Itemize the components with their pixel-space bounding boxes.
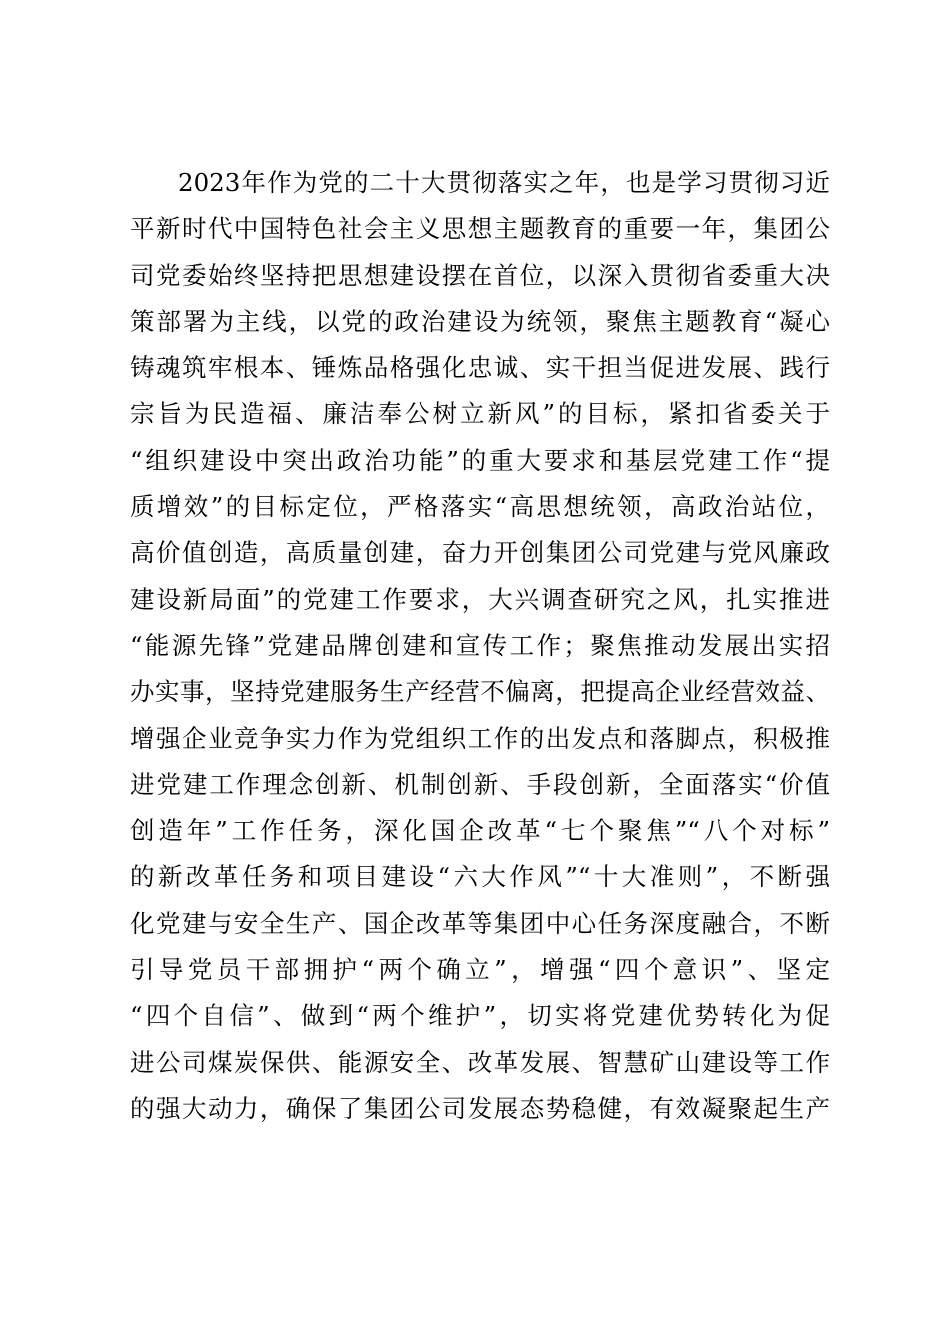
- paragraph-line: 宗旨为民造福、廉洁奉公树立新风”的目标，紧扣省委关于: [130, 399, 830, 429]
- paragraph-line: 质增效”的目标定位，严格落实“高思想统领，高政治站位，: [130, 492, 830, 522]
- body-paragraph: [130, 160, 830, 1132]
- paragraph-line: 司党委始终坚持把思想建设摆在首位，以深入贯彻省委重大决: [130, 260, 830, 290]
- paragraph-line: 建设新局面”的党建工作要求，大兴调查研究之风，扎实推进: [130, 584, 830, 614]
- paragraph-line: 进公司煤炭保供、能源安全、改革发展、智慧矿山建设等工作: [130, 1047, 830, 1077]
- paragraph-line: 增强企业竞争实力作为党组织工作的出发点和落脚点，积极推: [130, 723, 830, 753]
- paragraph-line: 化党建与安全生产、国企改革等集团中心任务深度融合，不断: [130, 908, 830, 938]
- paragraph-line: 铸魂筑牢根本、锤炼品格强化忠诚、实干担当促进发展、践行: [130, 353, 830, 383]
- paragraph-line: 的新改革任务和项目建设“六大作风”“十大准则”，不断强: [130, 862, 830, 892]
- paragraph-line: “四个自信”、做到“两个维护”，切实将党建优势转化为促: [130, 1001, 830, 1031]
- paragraph-line: “组织建设中突出政治功能”的重大要求和基层党建工作“提: [130, 445, 830, 475]
- paragraph-line: 2023年作为党的二十大贯彻落实之年，也是学习贯彻习近: [178, 168, 830, 197]
- paragraph-line: 进党建工作理念创新、机制创新、手段创新，全面落实“价值: [130, 769, 830, 799]
- paragraph-line: “能源先锋”党建品牌创建和宣传工作；聚焦推动发展出实招: [130, 630, 830, 660]
- paragraph-line: 的强大动力，确保了集团公司发展态势稳健，有效凝聚起生产: [130, 1093, 830, 1123]
- paragraph-line: 创造年”工作任务，深化国企改革“七个聚焦”“八个对标”: [130, 816, 830, 846]
- paragraph-line: 平新时代中国特色社会主义思想主题教育的重要一年，集团公: [130, 214, 830, 244]
- paragraph-line: 引导党员干部拥护“两个确立”，增强“四个意识”、坚定: [130, 955, 830, 985]
- paragraph-line: 策部署为主线，以党的政治建设为统领，聚焦主题教育“凝心: [130, 306, 830, 336]
- paragraph-line: 高价值创造，高质量创建，奋力开创集团公司党建与党风廉政: [130, 538, 830, 568]
- paragraph-line: 办实事，坚持党建服务生产经营不偏离，把提高企业经营效益、: [130, 677, 830, 707]
